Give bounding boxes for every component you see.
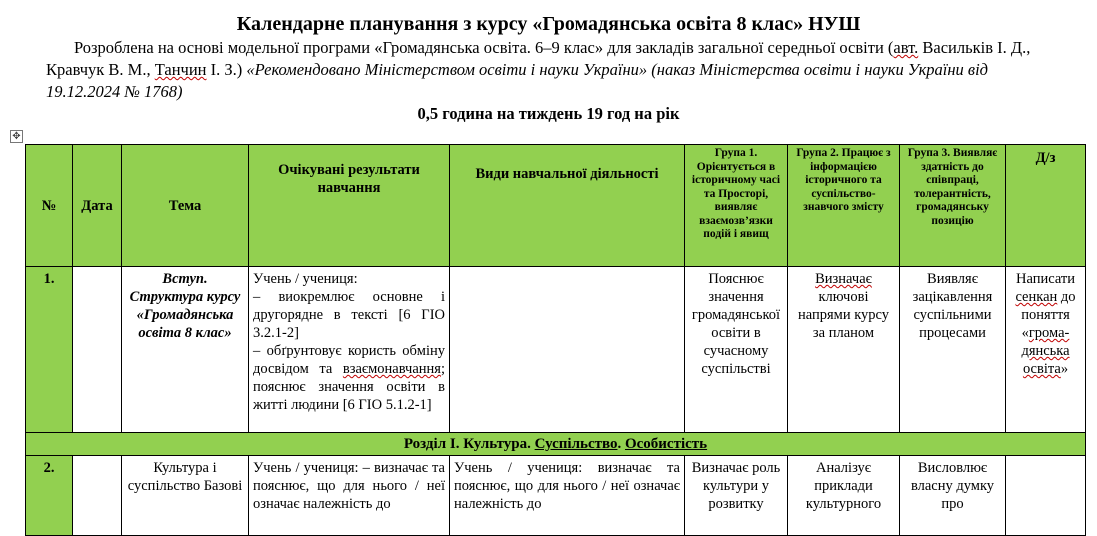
row1-results-line: ; пояснює значення освіти в житті людини [6 ГІО 5.1.2-1] (253, 361, 445, 413)
header-topic: Тема (122, 145, 249, 267)
intro-text-1: Розроблена на основі модельної програми «Громадянська освіта. 6–9 клас» для закладів загальної середньої освіти ( (74, 38, 894, 57)
row1-hw-c: до поняття « (1021, 289, 1076, 341)
intro-text-2: Васильків І. Д., Кравчук В. М., (46, 38, 1031, 79)
row1-topic: Вступ. Структура курсу «Громадянська освіта 8 клас» (122, 267, 249, 433)
row2-topic: Культура і суспільство Базові (122, 456, 249, 536)
row1-date (73, 267, 122, 433)
section-row (26, 433, 1086, 456)
move-cross-icon[interactable]: ✥ (10, 130, 23, 143)
header-group2: Група 2. Працює з інформацією історичного та суспільство-знавчого змісту (788, 145, 900, 267)
section-title-c: . (617, 436, 625, 452)
row1-hw-a: Написати (1015, 271, 1075, 287)
row2-group2: Аналізує приклади культурного (788, 456, 900, 536)
row1-num: 1. (26, 267, 73, 433)
document-title: Календарне планування з курсу «Громадянська освіта 8 клас» НУШ (236, 13, 861, 35)
header-num: № (26, 145, 73, 267)
header-group3: Група 3. Виявляє здатність до співпраці, толерантність, громадянську позицію (900, 145, 1006, 267)
table-header-row (26, 145, 1086, 267)
document-subtitle: 0,5 година на тиждень 19 год на рік (417, 104, 680, 123)
section-title-d: Особистість (624, 436, 708, 452)
row1-group2-b: ключові напрями курсу за планом (797, 289, 890, 341)
section-title-a: Розділ І. Культура. (403, 436, 535, 452)
row1-hw-b: сенкан (1015, 289, 1058, 305)
row1-group1: Пояснює значення громадянської освіти в сучасному суспільстві (685, 267, 788, 433)
row2-homework (1006, 456, 1086, 536)
document-intro (46, 37, 1046, 103)
intro-text-3: І. З.) (206, 60, 247, 79)
planning-table (25, 144, 1086, 536)
header-results: Очікувані результати навчання (249, 145, 450, 267)
row1-activities (450, 267, 685, 433)
row2-date (73, 456, 122, 536)
row2-group1: Визначає роль культури у розвитку (685, 456, 788, 536)
row1-hw-e: » (1060, 361, 1069, 377)
section-title (26, 433, 1086, 456)
row2-num: 2. (26, 456, 73, 536)
header-group1: Група 1. Орієнтується в історичному часі та Просторі, виявляє взаємозв’язки подій і явищ (685, 145, 788, 267)
row1-results-line: – обґрунтовує користь обміну досвідом та (253, 343, 445, 377)
row1-results-line: взаємонавчання (342, 361, 441, 377)
table-row (26, 456, 1086, 536)
row1-group3: Виявляє зацікавлення суспільними процесами (900, 267, 1006, 433)
row1-group2 (788, 267, 900, 433)
header-activities: Види навчальної діяльності (450, 145, 685, 267)
row1-hw-d: грома-дянська освіта (1021, 325, 1070, 377)
row1-group2-a: Визначає (815, 271, 872, 287)
row1-results (249, 267, 450, 433)
intro-author-3: Танчин (154, 60, 207, 79)
table-row (26, 267, 1086, 433)
header-date: Дата (73, 145, 122, 267)
row1-results-line: – виокремлює основне і другорядне в тексті [6 ГІО 3.2.1-2] (253, 289, 445, 341)
row2-results: Учень / учениця: – визначає та пояснює, що для нього / неї означає належність до (249, 456, 450, 536)
header-homework: Д/з (1006, 145, 1086, 267)
row1-results-line: Учень / учениця: (253, 271, 358, 287)
intro-italic: «Рекомендовано Міністерством освіти і науки України» (наказ Міністерства освіти і науки України від 19.12.2024 № 1768) (46, 60, 989, 101)
row2-group3: Висловлює власну думку про (900, 456, 1006, 536)
intro-avt: авт. (893, 38, 919, 57)
row1-homework (1006, 267, 1086, 433)
section-title-b: Суспільство (534, 436, 618, 452)
row2-activities: Учень / учениця: визначає та пояснює, що для нього / неї означає належність до (450, 456, 685, 536)
